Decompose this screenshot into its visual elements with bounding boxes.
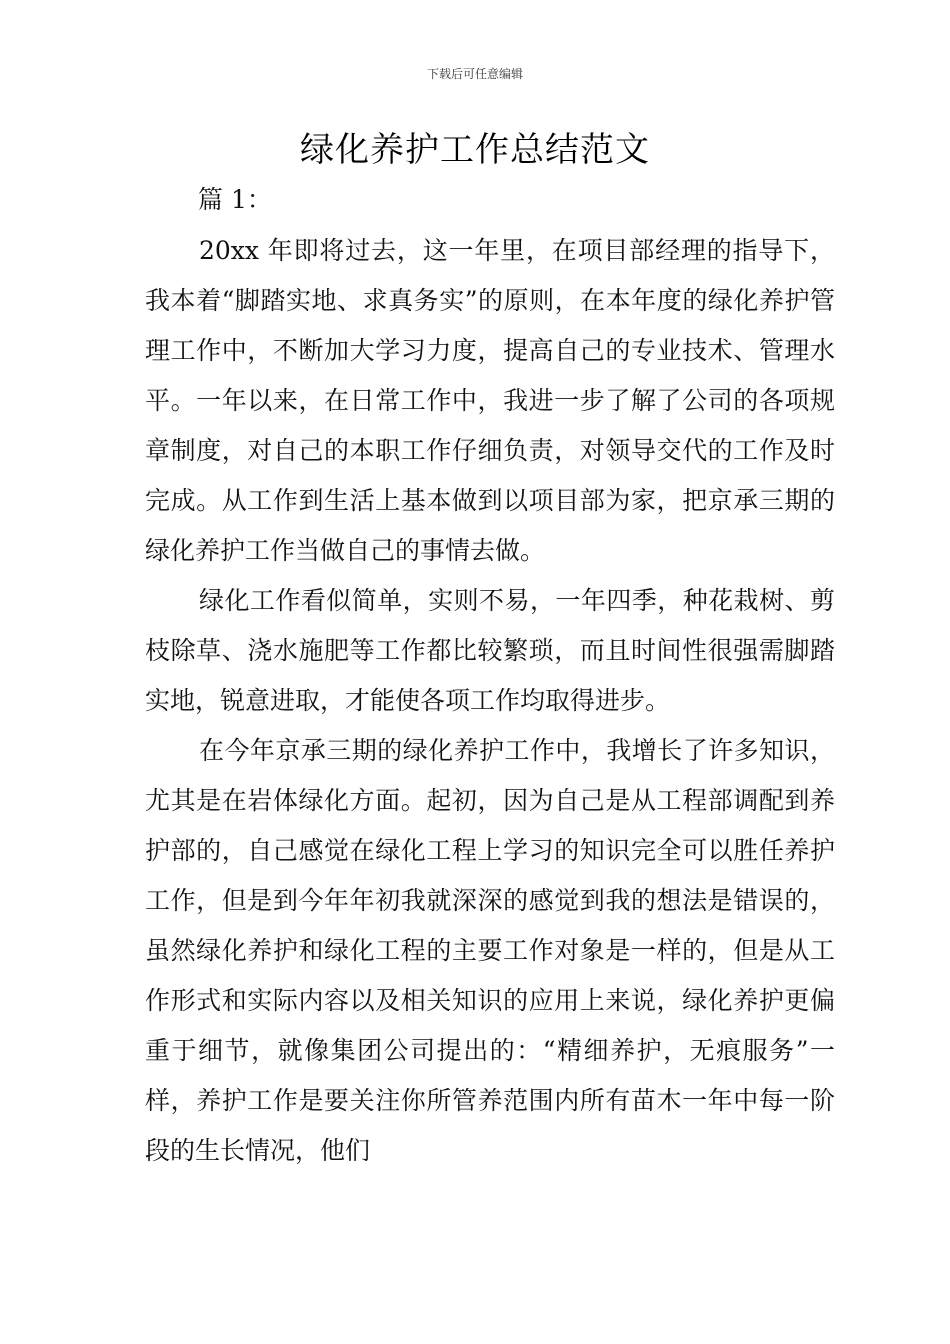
- document-body: [145, 226, 835, 1176]
- paragraph-3: 在今年京承三期的绿化养护工作中，我增长了许多知识，尤其是在岩体绿化方面。起初，因为自己是从工程部调配到养护部的，自己感觉在绿化工程上学习的知识完全可以胜任养护工作，但是到今年年初我就深深的感觉到我的想法是错误的，虽然绿化养护和绿化工程的主要工作对象是一样的，但是从工作形式和实际内容以及相关知识的应用上来说，绿化养护更偏重于细节，就像集团公司提出的：“精细养护，无痕服务”一样，养护工作是要关注你所管养范围内所有苗木一年中每一阶段的生长情况，他们: [145, 736, 835, 1165]
- document-title: 绿化养护工作总结范文: [300, 130, 650, 170]
- paragraph-2: 绿化工作看似简单，实则不易，一年四季，种花栽树、剪枝除草、浇水施肥等工作都比较繁琐，而且时间性很强需脚踏实地，锐意进取，才能使各项工作均取得进步。: [145, 586, 835, 715]
- section-label: 篇 1：: [198, 185, 272, 214]
- page-header-note: 下载后可任意编辑: [426, 67, 523, 81]
- paragraph-1: 20xx 年即将过去，这一年里，在项目部经理的指导下，我本着“脚踏实地、求真务实”的原则，在本年度的绿化养护管理工作中，不断加大学习力度，提高自己的专业技术、管理水平。一年以来，在日常工作中，我进一步了解了公司的各项规章制度，对自己的本职工作仔细负责，对领导交代的工作及时完成。从工作到生活上基本做到以项目部为家，把京承三期的绿化养护工作当做自己的事情去做。: [145, 236, 835, 565]
